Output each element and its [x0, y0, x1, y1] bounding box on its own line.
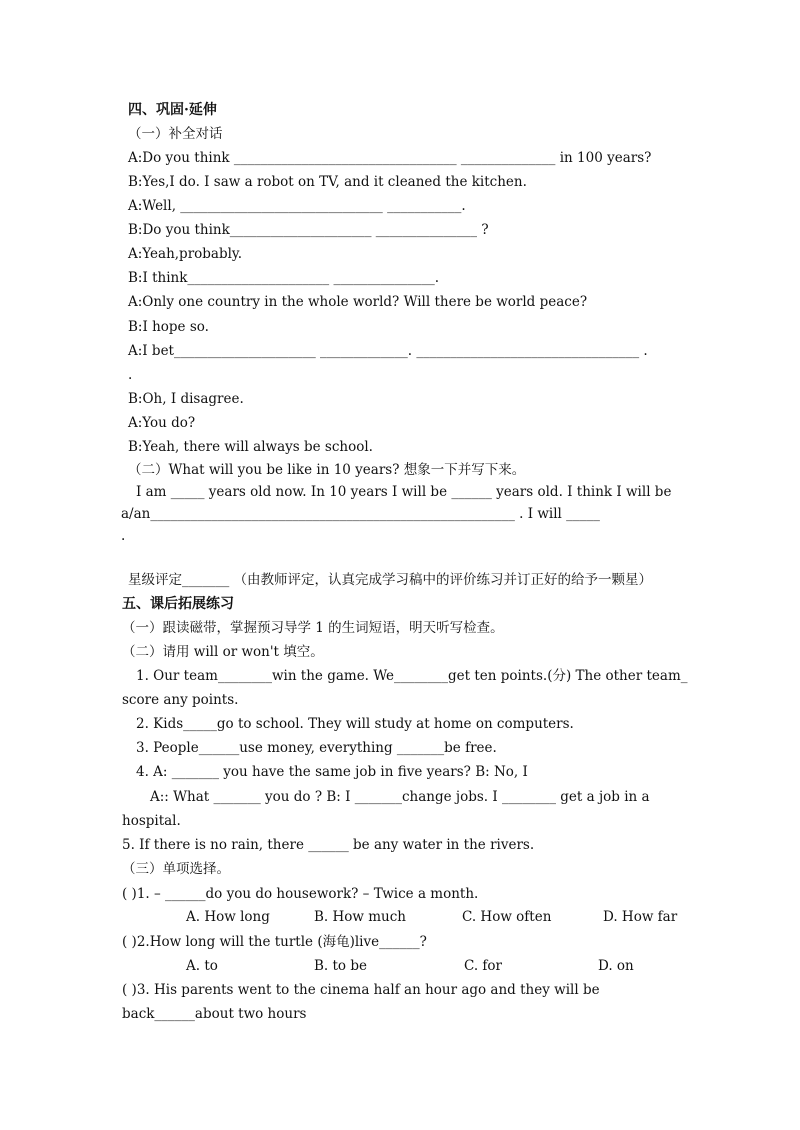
option: C. for: [464, 958, 503, 974]
dialogue-line: A:Do you think _________________________________ ______________ in 100 years?: [128, 150, 652, 166]
exercise-line: 1. Our team________win the game. We________get ten points.(分) The other team_: [136, 668, 688, 684]
option: B. to be: [314, 958, 367, 974]
dialogue-line: B:I hope so.: [128, 319, 209, 335]
dialogue-line: B:Do you think_____________________ _______________ ?: [128, 222, 489, 238]
writing-prompt-line: a/an______________________________________________________ . I will _____: [121, 506, 600, 522]
subheading-complete-dialogue: （一）补全对话: [128, 126, 223, 142]
dialogue-line: .: [128, 367, 133, 383]
star-rating-line: 星级评定_______ （由教师评定，认真完成学习稿中的评价练习并订正好的给予一颗星）: [128, 572, 653, 588]
dialogue-line: B:I think_____________________ _______________.: [128, 270, 439, 286]
exercise-line: 3. People______use money, everything _______be free.: [136, 740, 497, 756]
question-line: ( )3. His parents went to the cinema half an hour ago and they will be: [122, 982, 600, 998]
writing-prompt-line: I am _____ years old now. In 10 years I will be ______ years old. I think I will be: [136, 484, 672, 500]
option: D. How far: [603, 909, 678, 925]
dialogue-line: A:Well, ______________________________ ___________.: [128, 198, 466, 214]
section-heading-extension: 五、课后拓展练习: [122, 596, 234, 612]
question-line: ( )1. – ______do you do housework? – Twice a month.: [122, 886, 479, 902]
option: A. to: [186, 958, 218, 974]
subheading-future-self: （二）What will you be like in 10 years? 想象一下并写下来。: [128, 462, 526, 478]
exercise-line: score any points.: [122, 692, 239, 708]
dialogue-line: A:Only one country in the whole world? Will there be world peace?: [128, 294, 588, 310]
writing-prompt-line: .: [121, 528, 126, 544]
option: A. How long: [186, 909, 270, 925]
dialogue-line: A:I bet_____________________ _____________. _________________________________ .: [128, 343, 648, 359]
exercise-line: A:: What _______ you do ? B: I _______change jobs. I ________ get a job in a: [150, 789, 650, 805]
instruction-line: （一）跟读磁带，掌握预习导学 1 的生词短语，明天听写检查。: [122, 620, 504, 636]
question-line: back______about two hours: [122, 1006, 307, 1022]
option: C. How often: [462, 909, 552, 925]
subheading-multiple-choice: （三）单项选择。: [122, 861, 230, 877]
exercise-line: 2. Kids_____go to school. They will study at home on computers.: [136, 716, 574, 732]
question-line: ( )2.How long will the turtle (海龟)live______?: [122, 934, 427, 950]
dialogue-line: B:Oh, I disagree.: [128, 391, 244, 407]
option: B. How much: [314, 909, 407, 925]
subheading-fill-blanks: （二）请用 will or won't 填空。: [122, 644, 324, 660]
exercise-line: 5. If there is no rain, there ______ be any water in the rivers.: [122, 837, 535, 853]
dialogue-line: B:Yeah, there will always be school.: [128, 439, 373, 455]
dialogue-line: A:You do?: [128, 415, 196, 431]
exercise-line: 4. A: _______ you have the same job in five years? B: No, I: [136, 764, 528, 780]
option: D. on: [598, 958, 634, 974]
section-heading-consolidate: 四、巩固·延伸: [128, 102, 217, 118]
exercise-line: hospital.: [122, 813, 181, 829]
dialogue-line: A:Yeah,probably.: [128, 246, 243, 262]
dialogue-line: B:Yes,I do. I saw a robot on TV, and it cleaned the kitchen.: [128, 174, 527, 190]
